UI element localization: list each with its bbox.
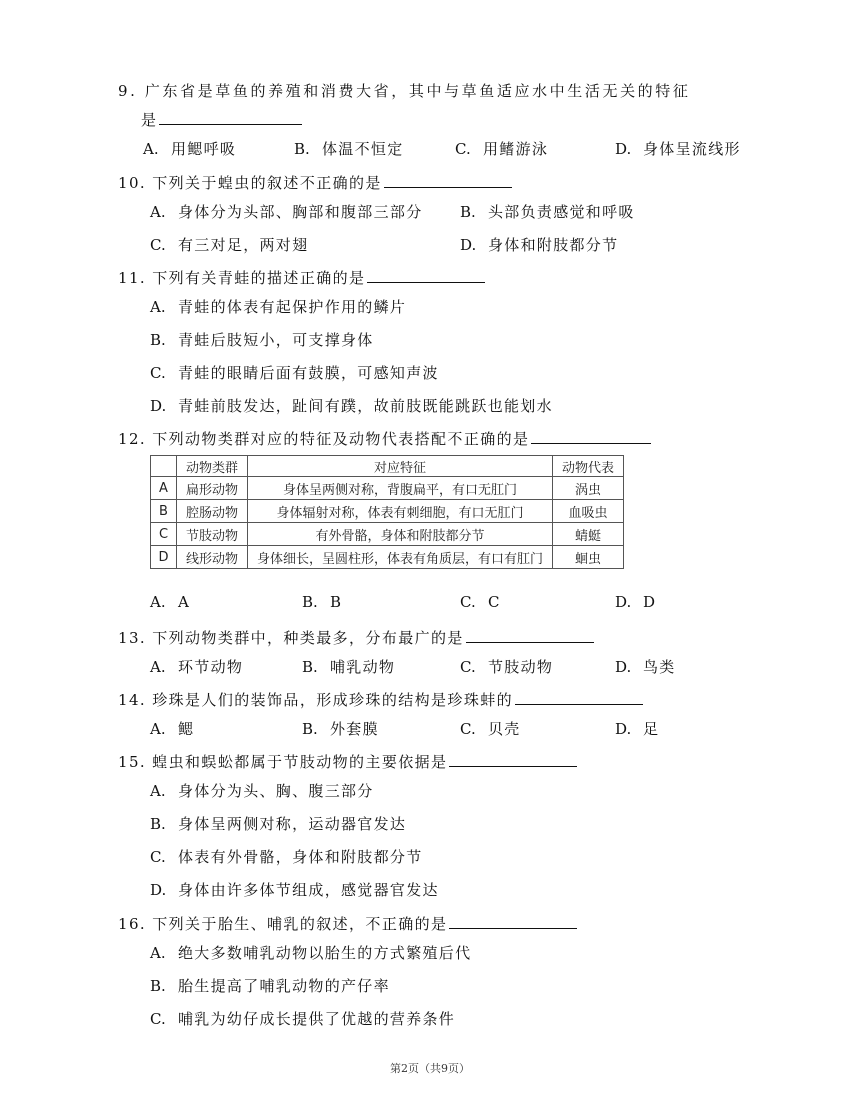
option	[615, 656, 676, 677]
option-text: 身体呈流线形	[643, 140, 741, 158]
option-text: 身体由许多体节组成，感觉器官发达	[178, 881, 439, 899]
option	[150, 329, 374, 350]
option-key: A.	[150, 298, 166, 316]
option	[150, 813, 406, 834]
answer-blank[interactable]	[449, 913, 577, 929]
option-text: 绝大多数哺乳动物以胎生的方式繁殖后代	[178, 944, 472, 962]
option	[460, 201, 635, 222]
option-text: 鸟类	[643, 658, 676, 676]
option-text: C	[488, 593, 501, 611]
option-key: C.	[150, 236, 166, 254]
option-key: C.	[150, 1010, 166, 1028]
question-13-stem	[118, 627, 594, 648]
option-key: A.	[150, 944, 166, 962]
option	[150, 362, 439, 383]
table-cell: 涡虫	[553, 477, 624, 500]
option-text: D	[643, 593, 657, 611]
option-key: B.	[294, 140, 310, 158]
table-cell: 身体细长，呈圆柱形，体表有角质层，有口有肛门	[248, 546, 553, 569]
table-cell: 节肢动物	[177, 523, 248, 546]
option-text: 足	[643, 720, 660, 738]
table-cell: B	[151, 500, 177, 523]
question-15-stem	[118, 751, 577, 772]
option-text: 身体分为头、胸、腹三部分	[178, 782, 374, 800]
answer-blank[interactable]	[367, 267, 485, 283]
option-key: D.	[615, 140, 632, 158]
table-cell: 扁形动物	[177, 477, 248, 500]
option-text: 鳃	[178, 720, 195, 738]
question-11-stem	[118, 267, 485, 288]
animal-groups-table	[150, 455, 624, 569]
table-cell: 线形动物	[177, 546, 248, 569]
answer-blank[interactable]	[466, 627, 594, 643]
table-header-cell: 对应特征	[248, 456, 553, 477]
table-row	[151, 500, 624, 523]
option	[150, 593, 190, 611]
option	[150, 395, 553, 416]
option-key: B.	[150, 815, 166, 833]
answer-blank[interactable]	[515, 689, 643, 705]
option-key: A.	[150, 782, 166, 800]
option-key: C.	[150, 848, 166, 866]
option-key: C.	[150, 364, 166, 382]
answer-blank[interactable]	[531, 428, 651, 444]
option-text: A	[178, 593, 191, 611]
option	[150, 879, 439, 900]
option	[302, 593, 342, 611]
option-text: 用鳍游泳	[483, 140, 549, 158]
table-row	[151, 546, 624, 569]
option-text: 体温不恒定	[322, 140, 404, 158]
option-text: 胎生提高了哺乳动物的产仔率	[178, 977, 390, 995]
option	[150, 296, 406, 317]
option-key: A.	[150, 658, 166, 676]
question-10-text: 10. 下列关于蝗虫的叙述不正确的是	[118, 174, 382, 192]
option	[150, 234, 308, 255]
table-cell: 蛔虫	[553, 546, 624, 569]
option	[460, 593, 501, 611]
option-key: D.	[460, 236, 477, 254]
table-header-cell: 动物类群	[177, 456, 248, 477]
option	[455, 138, 548, 159]
option-key: C.	[460, 658, 476, 676]
option-key: D.	[615, 593, 632, 611]
option-text: 青蛙的体表有起保护作用的鳞片	[178, 298, 407, 316]
question-12-stem	[118, 428, 651, 449]
option-text: 头部负责感觉和呼吸	[488, 203, 635, 221]
table-cell: 有外骨骼，身体和附肢都分节	[248, 523, 553, 546]
table-cell: 身体辐射对称，体表有刺细胞，有口无肛门	[248, 500, 553, 523]
question-14-text: 14. 珍珠是人们的装饰品，形成珍珠的结构是珍珠蚌的	[118, 691, 514, 709]
option-key: B.	[302, 658, 318, 676]
table-cell: 蜻蜓	[553, 523, 624, 546]
option	[143, 138, 236, 159]
option	[302, 718, 379, 739]
option-text: 身体和附肢都分节	[488, 236, 619, 254]
option-text: 哺乳动物	[330, 658, 396, 676]
option-key: B.	[302, 593, 318, 611]
answer-blank[interactable]	[449, 751, 577, 767]
question-9-stem-cont	[141, 109, 302, 130]
question-16-text: 16. 下列关于胎生、哺乳的叙述，不正确的是	[118, 915, 448, 933]
answer-blank[interactable]	[384, 172, 512, 188]
option	[150, 975, 390, 996]
option-key: D.	[150, 397, 167, 415]
table-row	[151, 523, 624, 546]
table-cell: 血吸虫	[553, 500, 624, 523]
option	[302, 656, 395, 677]
table-cell: A	[151, 477, 177, 500]
table-header-cell	[151, 456, 177, 477]
option-text: 外套膜	[330, 720, 379, 738]
option	[150, 201, 423, 222]
option-key: B.	[460, 203, 476, 221]
option-key: D.	[615, 720, 632, 738]
question-14-stem	[118, 689, 643, 710]
table-row	[151, 477, 624, 500]
table-cell: C	[151, 523, 177, 546]
question-9-stem-tail: 是	[141, 111, 158, 129]
question-13-text: 13. 下列动物类群中，种类最多，分布最广的是	[118, 629, 464, 647]
option	[460, 718, 521, 739]
option-text: 哺乳为幼仔成长提供了优越的营养条件	[178, 1010, 456, 1028]
option	[150, 1008, 455, 1029]
option-key: A.	[143, 140, 159, 158]
option-text: 身体呈两侧对称，运动器官发达	[178, 815, 407, 833]
option	[615, 138, 741, 159]
option-text: B	[330, 593, 343, 611]
option-text: 有三对足，两对翅	[178, 236, 309, 254]
option	[150, 942, 471, 963]
question-16-stem	[118, 913, 577, 934]
option-key: A.	[150, 203, 166, 221]
option-key: C.	[460, 593, 476, 611]
option-key: C.	[460, 720, 476, 738]
option-key: B.	[302, 720, 318, 738]
option-text: 环节动物	[178, 658, 244, 676]
option-text: 青蛙的眼睛后面有鼓膜，可感知声波	[178, 364, 439, 382]
option-text: 节肢动物	[488, 658, 554, 676]
table-cell: 腔肠动物	[177, 500, 248, 523]
question-11-text: 11. 下列有关青蛙的描述正确的是	[118, 269, 366, 287]
option-key: A.	[150, 720, 166, 738]
option	[150, 846, 423, 867]
option	[150, 780, 374, 801]
option-key: D.	[615, 658, 632, 676]
table-header-cell: 动物代表	[553, 456, 624, 477]
option	[150, 718, 194, 739]
option-text: 青蛙后肢短小，可支撑身体	[178, 331, 374, 349]
page-footer: 第2页（共9页）	[390, 1062, 470, 1075]
option-text: 贝壳	[488, 720, 521, 738]
table-header-row	[151, 456, 624, 477]
option-key: B.	[150, 331, 166, 349]
option-text: 青蛙前肢发达，趾间有蹼，故前肢既能跳跃也能划水	[178, 397, 553, 415]
option-key: C.	[455, 140, 471, 158]
option-key: A.	[150, 593, 166, 611]
question-15-text: 15. 蝗虫和蜈蚣都属于节肢动物的主要依据是	[118, 753, 448, 771]
table-cell: D	[151, 546, 177, 569]
answer-blank[interactable]	[159, 109, 302, 125]
question-9-stem: 9. 广东省是草鱼的养殖和消费大省，其中与草鱼适应水中生活无关的特征	[118, 82, 691, 100]
option	[615, 593, 656, 611]
option	[460, 656, 553, 677]
option-key: B.	[150, 977, 166, 995]
table-cell: 身体呈两侧对称，背腹扁平，有口无肛门	[248, 477, 553, 500]
option-text: 体表有外骨骼，身体和附肢都分节	[178, 848, 423, 866]
option	[460, 234, 618, 255]
question-10-stem	[118, 172, 512, 193]
question-12-text: 12. 下列动物类群对应的特征及动物代表搭配不正确的是	[118, 430, 530, 448]
option	[150, 656, 243, 677]
option-text: 身体分为头部、胸部和腹部三部分	[178, 203, 423, 221]
option-key: D.	[150, 881, 167, 899]
option-text: 用鳃呼吸	[171, 140, 237, 158]
option	[615, 718, 659, 739]
option	[294, 138, 404, 159]
